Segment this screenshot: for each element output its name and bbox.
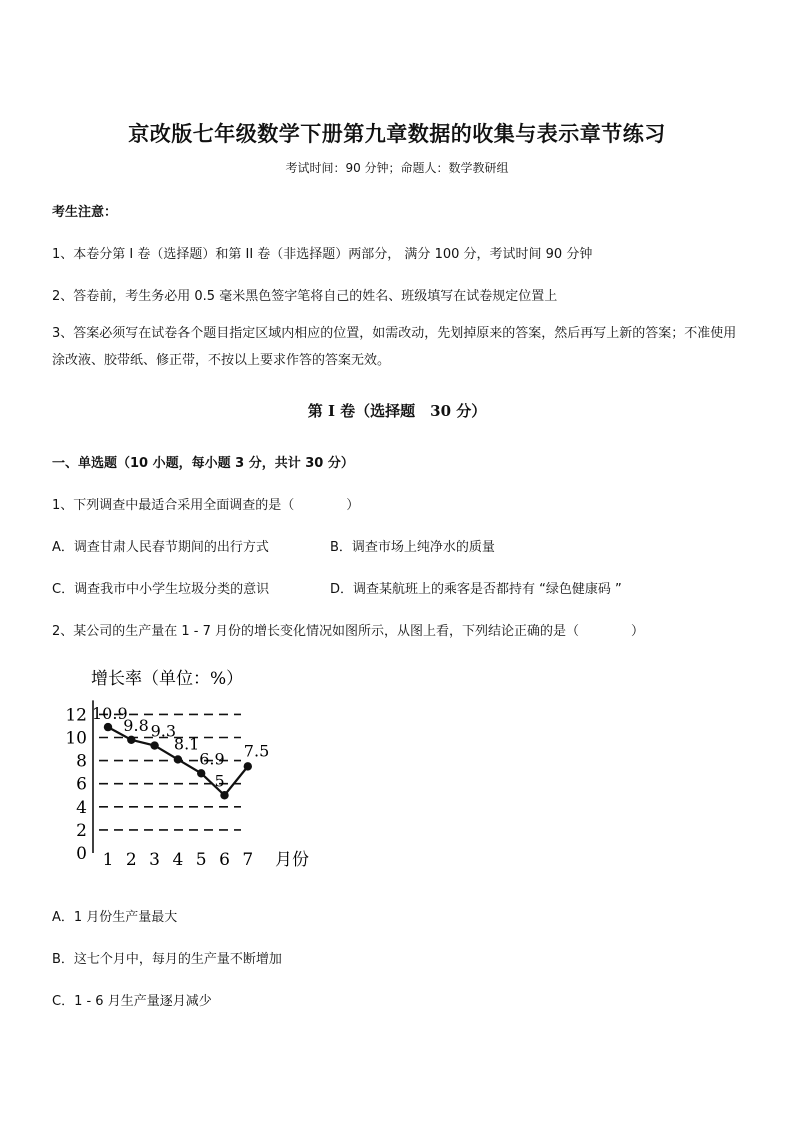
data-label: 8.1	[173, 734, 200, 754]
question-2-option-c: C．1 - 6 月生产量逐月减少	[52, 994, 212, 1009]
chart-y-ticks	[65, 705, 87, 864]
y-tick-label: 6	[76, 774, 87, 795]
y-tick-label: 0	[76, 844, 87, 864]
notes-heading: 考生注意：	[52, 205, 118, 220]
data-point	[197, 769, 205, 777]
note-item-1: 1、本卷分第 I 卷（选择题）和第 II 卷（非选择题）两部分， 满分 100 分，考试时间 90 分钟	[52, 247, 593, 262]
y-tick-label: 8	[76, 751, 87, 772]
chart-x-axis-label: 月份	[275, 850, 309, 870]
data-label: 7.5	[243, 741, 270, 761]
x-tick-label: 2	[125, 850, 137, 870]
question-2-option-b: B．这七个月中，每月的生产量不断增加	[52, 952, 282, 967]
x-tick-label: 1	[102, 850, 114, 870]
data-point	[220, 791, 228, 799]
x-tick-label: 7	[242, 850, 254, 870]
y-tick-label: 2	[76, 820, 87, 841]
y-tick-label: 10	[65, 728, 87, 749]
question-2-stem: 2、某公司的生产量在 1 - 7 月份的增长变化情况如图所示，从图上看，下列结论正确的是（ ）	[52, 624, 645, 639]
y-tick-label: 12	[65, 705, 87, 726]
data-label: 10.9	[92, 704, 128, 724]
data-point	[174, 755, 182, 763]
x-tick-label: 6	[219, 850, 230, 870]
exam-info: 考试时间：90 分钟；命题人：数学教研组	[285, 161, 509, 175]
chart-title: 增长率（单位：%）	[91, 669, 244, 689]
chart-data-labels	[92, 704, 269, 790]
note-item-3: 3、答案必须写在试卷各个题目指定区域内相应的位置，如需改动，先划掉原来的答案，然后再写上新的答案；不准使用涂改液、胶带纸、修正带，不按以上要求作答的答案无效。	[52, 326, 737, 368]
x-tick-label: 3	[149, 850, 161, 870]
x-tick-label: 4	[172, 850, 184, 870]
question-1-option-b: B．调查市场上纯净水的质量	[330, 540, 495, 555]
x-tick-label: 5	[195, 850, 207, 870]
growth-rate-chart	[55, 662, 335, 877]
part-title: 一、单选题（10 小题，每小题 3 分，共计 30 分）	[52, 456, 354, 471]
data-label: 5	[214, 771, 225, 791]
question-1-option-d: D．调查某航班上的乘客是否都持有 “绿色健康码 ”	[330, 582, 622, 597]
document-title: 京改版七年级数学下册第九章数据的收集与表示章节练习	[128, 121, 666, 146]
question-1-option-c: C．调查我市中小学生垃圾分类的意识	[52, 582, 270, 597]
note-item-2: 2、答卷前，考生务必用 0.5 毫米黑色签字笔将自己的姓名、班级填写在试卷规定位置上	[52, 289, 558, 304]
data-point	[104, 723, 112, 731]
data-label: 9.8	[123, 715, 149, 735]
y-tick-label: 4	[76, 797, 87, 818]
data-point	[150, 741, 158, 749]
data-label: 9.3	[150, 721, 177, 741]
chart-x-ticks	[103, 850, 254, 870]
question-1-stem: 1、下列调查中最适合采用全面调查的是（ ）	[52, 498, 360, 513]
section-title: 第 I 卷（选择题 30 分）	[307, 402, 487, 420]
data-label: 6.9	[199, 749, 225, 769]
question-2-option-a: A．1 月份生产量最大	[52, 910, 178, 925]
data-point	[127, 736, 135, 744]
question-1-option-a: A．调查甘肃人民春节期间的出行方式	[52, 540, 269, 555]
data-point	[244, 762, 252, 770]
